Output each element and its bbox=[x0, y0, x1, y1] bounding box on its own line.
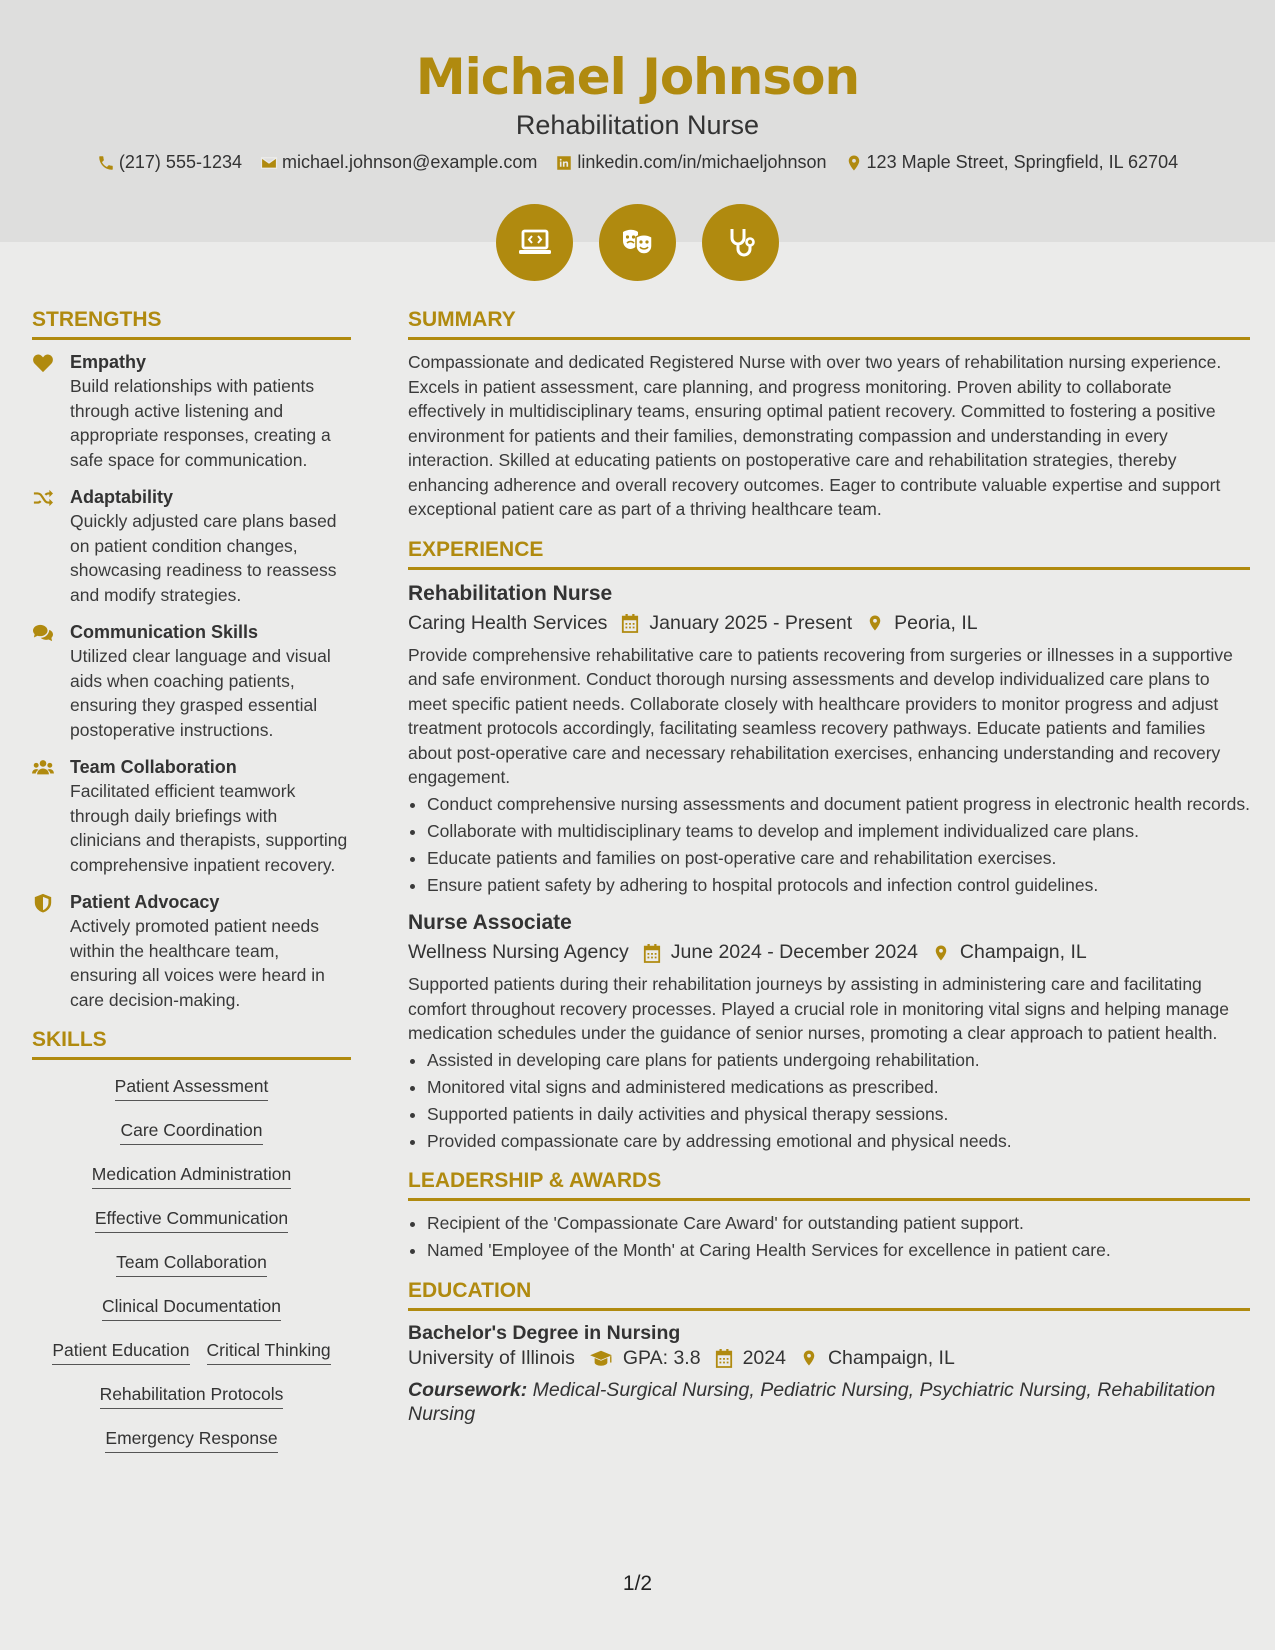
theater-masks-icon bbox=[599, 204, 676, 281]
contact-linkedin[interactable] bbox=[555, 152, 826, 173]
skills-list bbox=[32, 1233, 351, 1277]
strength-item bbox=[32, 350, 351, 472]
skill-tag: Effective Communication bbox=[95, 1208, 288, 1233]
experience-heading: EXPERIENCE bbox=[408, 538, 1250, 570]
calendar-icon bbox=[715, 1348, 733, 1368]
strength-title: Team Collaboration bbox=[70, 757, 237, 777]
job-entry bbox=[408, 909, 1250, 1153]
job-company: Caring Health Services bbox=[408, 611, 608, 634]
education-heading: EDUCATION bbox=[408, 1279, 1250, 1311]
strength-title: Adaptability bbox=[70, 487, 174, 507]
education-meta bbox=[408, 1347, 1250, 1370]
skills-list bbox=[32, 1365, 351, 1409]
skill-tag: Medication Administration bbox=[92, 1164, 291, 1189]
phone-icon bbox=[97, 154, 115, 172]
shuffle-icon bbox=[32, 488, 54, 508]
school-location: Champaign, IL bbox=[827, 1346, 955, 1369]
map-marker-icon bbox=[800, 1348, 818, 1368]
comments-icon bbox=[32, 623, 54, 643]
strengths-heading: STRENGTHS bbox=[32, 308, 351, 340]
skills-list bbox=[32, 1321, 351, 1365]
graduation-year: 2024 bbox=[742, 1346, 786, 1369]
contact-phone[interactable] bbox=[97, 152, 242, 173]
job-entry bbox=[408, 580, 1250, 898]
coursework-list: Medical-Surgical Nursing, Pediatric Nursing, Psychiatric Nursing, Rehabilitation Nursing bbox=[408, 1378, 1216, 1425]
page-number: 1/2 bbox=[622, 1572, 653, 1595]
summary-heading: SUMMARY bbox=[408, 308, 1250, 340]
left-column bbox=[32, 308, 351, 1453]
skill-tag: Emergency Response bbox=[105, 1428, 277, 1453]
strength-desc: Facilitated efficient teamwork through daily briefings with clinicians and therapists, supporting comprehensive inpatient recovery. bbox=[70, 781, 348, 875]
map-marker-icon bbox=[845, 154, 863, 172]
envelope-icon bbox=[260, 154, 278, 172]
list-item: • Monitored vital signs and administered medications as prescribed. bbox=[427, 1075, 1250, 1100]
skills-list bbox=[32, 1101, 351, 1145]
list-item: • Ensure patient safety by adhering to hospital protocols and infection control guidelines. bbox=[427, 873, 1250, 898]
contact-email[interactable] bbox=[260, 152, 537, 173]
strength-desc: Utilized clear language and visual aids when coaching patients, ensuring they grasped essential postoperative instructions. bbox=[70, 646, 331, 740]
coursework bbox=[408, 1378, 1250, 1426]
contact-bar bbox=[0, 152, 1275, 173]
degree-title: Bachelor's Degree in Nursing bbox=[408, 1321, 681, 1344]
job-title: Rehabilitation Nurse bbox=[408, 581, 613, 605]
list-item: • Recipient of the 'Compassionate Care Award' for outstanding patient support. bbox=[427, 1211, 1250, 1236]
list-item: • Assisted in developing care plans for patients undergoing rehabilitation. bbox=[427, 1048, 1250, 1073]
shield-icon bbox=[32, 893, 54, 913]
users-icon bbox=[32, 758, 54, 778]
linkedin-text: linkedin.com/in/michaeljohnson bbox=[577, 152, 827, 172]
skill-tag: Rehabilitation Protocols bbox=[100, 1384, 284, 1409]
leadership-heading: LEADERSHIP & AWARDS bbox=[408, 1169, 1250, 1201]
list-item: • Named 'Employee of the Month' at Caring Health Services for excellence in patient care. bbox=[427, 1238, 1250, 1263]
list-item: • Supported patients in daily activities and physical therapy sessions. bbox=[427, 1102, 1250, 1127]
calendar-icon bbox=[643, 943, 661, 963]
strength-item bbox=[32, 485, 351, 607]
email-text: michael.johnson@example.com bbox=[282, 152, 538, 172]
right-column bbox=[408, 308, 1250, 1426]
school-name: University of Illinois bbox=[408, 1346, 575, 1369]
skills-list bbox=[32, 1145, 351, 1189]
job-bullets bbox=[427, 792, 1250, 898]
skills-list bbox=[32, 1277, 351, 1321]
list-item: • Conduct comprehensive nursing assessments and document patient progress in electronic health records. bbox=[427, 792, 1250, 817]
job-title: Nurse Associate bbox=[408, 911, 572, 934]
job-company: Wellness Nursing Agency bbox=[408, 941, 629, 963]
skills-heading: SKILLS bbox=[32, 1028, 351, 1060]
map-marker-icon bbox=[866, 613, 884, 633]
strength-desc: Build relationships with patients through active listening and appropriate responses, creating a safe space for communication. bbox=[70, 376, 331, 470]
list-item: • Provided compassionate care by addressing emotional and physical needs. bbox=[427, 1129, 1250, 1154]
stethoscope-icon bbox=[702, 204, 779, 281]
job-description: Supported patients during their rehabilitation journeys by assisting in administering care and facilitating comfort throughout recovery processes. Played a crucial role in monitoring vital signs and helping manage medication schedules under the guidance of senior nurses, promoting a clear approach to patient health. bbox=[408, 974, 1229, 1043]
candidate-role: Rehabilitation Nurse bbox=[515, 110, 760, 140]
strength-item bbox=[32, 890, 351, 1012]
skill-tag: Patient Assessment bbox=[115, 1076, 269, 1101]
laptop-code-icon bbox=[496, 204, 573, 281]
strength-item bbox=[32, 620, 351, 742]
job-meta bbox=[408, 941, 1250, 964]
job-location: Peoria, IL bbox=[894, 611, 978, 634]
job-location: Champaign, IL bbox=[959, 941, 1087, 963]
job-bullets bbox=[427, 1048, 1250, 1154]
candidate-name: Michael Johnson bbox=[415, 48, 860, 106]
job-dates: January 2025 - Present bbox=[649, 611, 853, 634]
strength-desc: Quickly adjusted care plans based on patient condition changes, showcasing readiness to reassess and modify strategies. bbox=[70, 511, 337, 605]
strength-desc: Actively promoted patient needs within the healthcare team, ensuring all voices were heard in care decision-making. bbox=[70, 916, 325, 1010]
skill-tag: Patient Education bbox=[52, 1340, 189, 1365]
summary-text: Compassionate and dedicated Registered Nurse with over two years of rehabilitation nursing experience. Excels in patient assessment, care planning, and progress monitoring. Proven ability to collaborate effectively in multidisciplinary teams, ensuring optimal patient recovery. Committed to fostering a positive environment for patients and their families, demonstrating compassion and understanding in every interaction. Skilled at educating patients on postoperative care and rehabilitation strategies, thereby enhancing adherence and overall recovery outcomes. Eager to contribute valuable expertise and support exceptional patient care as part of a thriving healthcare team. bbox=[408, 352, 1222, 519]
list-item: • Collaborate with multidisciplinary teams to develop and implement individualized care plans. bbox=[427, 819, 1250, 844]
job-description: Provide comprehensive rehabilitative care to patients recovering from surgeries or illnesses in a supportive and safe environment. Conduct thorough nursing assessments and develop individualized care plans to meet specific patient needs. Collaborate closely with healthcare providers to monitor progress and adjust treatment protocols accordingly, facilitating seamless recovery pathways. Educate patients and families about post-operative care and necessary rehabilitation exercises, enhancing understanding and recovery engagement. bbox=[408, 644, 1233, 787]
map-marker-icon bbox=[932, 943, 950, 963]
job-dates: June 2024 - December 2024 bbox=[670, 941, 918, 963]
graduation-cap-icon bbox=[589, 1348, 613, 1368]
list-item: • Educate patients and families on post-operative care and rehabilitation exercises. bbox=[427, 846, 1250, 871]
skill-tag: Care Coordination bbox=[120, 1120, 262, 1145]
coursework-label: Coursework: bbox=[408, 1378, 528, 1401]
skills-list bbox=[32, 1189, 351, 1233]
gpa: GPA: 3.8 bbox=[622, 1346, 701, 1369]
calendar-icon bbox=[621, 613, 639, 633]
skill-tag: Critical Thinking bbox=[207, 1340, 331, 1365]
skills-list bbox=[32, 1409, 351, 1453]
strength-title: Communication Skills bbox=[70, 622, 259, 642]
icon-circles bbox=[0, 204, 1275, 281]
heart-icon bbox=[32, 353, 54, 373]
strength-item bbox=[32, 755, 351, 877]
job-meta bbox=[408, 612, 1250, 635]
linkedin-icon bbox=[555, 154, 573, 172]
skill-tag: Team Collaboration bbox=[116, 1252, 267, 1277]
skills-list bbox=[32, 1070, 351, 1101]
leadership-list bbox=[427, 1211, 1250, 1263]
contact-address bbox=[845, 152, 1179, 173]
skill-tag: Clinical Documentation bbox=[102, 1296, 281, 1321]
strength-title: Patient Advocacy bbox=[70, 892, 220, 912]
strength-title: Empathy bbox=[70, 352, 147, 372]
phone-text: (217) 555-1234 bbox=[118, 152, 242, 172]
address-text: 123 Maple Street, Springfield, IL 62704 bbox=[866, 152, 1179, 172]
